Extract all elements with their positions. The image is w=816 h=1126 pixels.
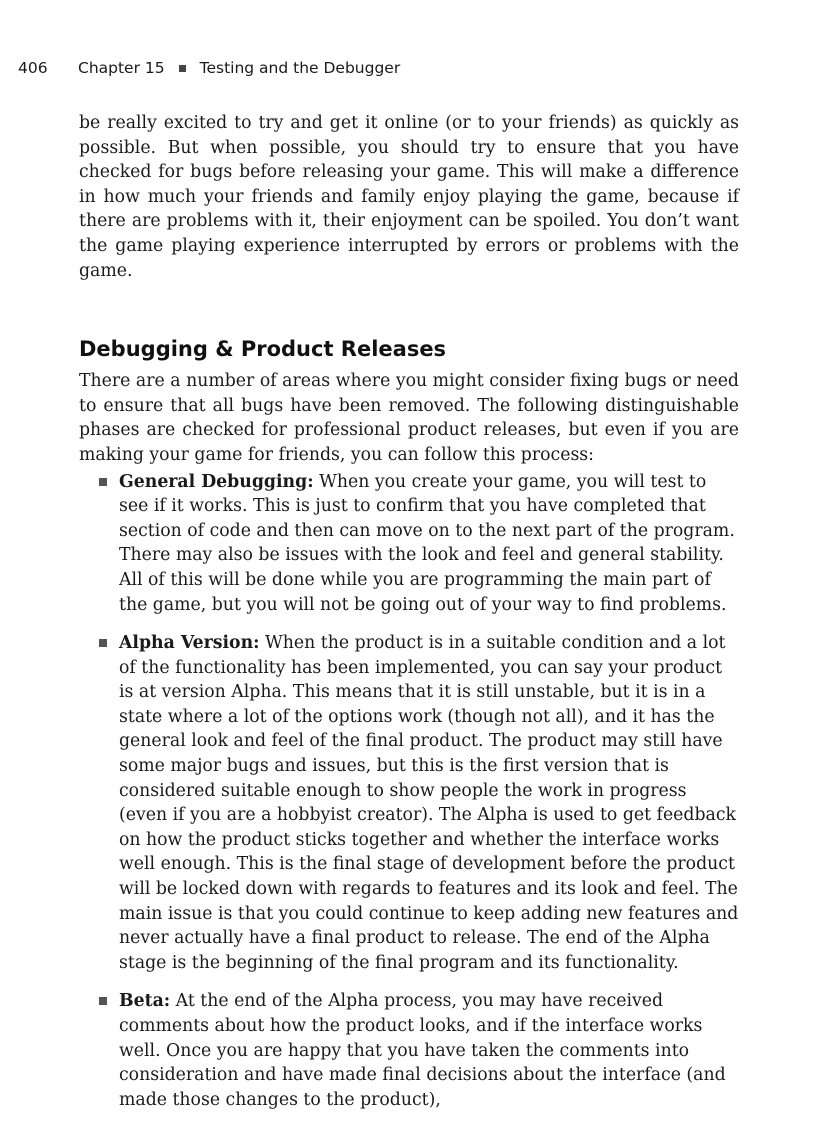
bullet-term: General Debugging:	[119, 471, 314, 492]
square-bullet-icon	[99, 478, 107, 486]
square-separator-icon	[179, 65, 186, 72]
chapter-label: Chapter 15	[78, 59, 165, 77]
chapter-title: Testing and the Debugger	[199, 59, 401, 77]
bullet-text: When the product is in a suitable condition and a lot of the functionality has been implemented, you can say your product is at version Alpha. This means that it is still unstable, but it is in a state where a lot of the options work (though not all), and it has the general look and feel of the final product. The product may still have some major bugs and issues, but this is the first version that is considered suitable enough to show people the work in progress (even if you are a hobbyist creator). The Alpha is used to get feedback on how the product sticks together and whether the interface works well enough. This is the final stage of development before the product will be locked down with regards to features and its look and feel. The main issue is that you could continue to keep adding new features and never actually have a final product to release. The end of the Alpha stage is the beginning of the final program and its functionality.	[119, 633, 739, 973]
intro-paragraph: be really excited to try and get it online (or to your friends) as quickly as possible. But when possible, you should try to ensure that you have checked for bugs before releasing your game. This will make a difference in how much your friends and family enjoy playing the game, because if there are problems with it, their enjoyment can be spoiled. You don’t want the game playing experience interrupted by errors or problems with the game.	[79, 113, 739, 281]
section-heading: Debugging & Product Releases	[79, 337, 447, 362]
bullet-text: When you create your game, you will test to see if it works. This is just to confirm that you have completed that section of code and then can move on to the next part of the program. There may also be issues with the look and feel and general stability. All of this will be done while you are programming the main part of the game, but you will not be going out of your way to find problems.	[119, 471, 735, 615]
list-item-general-debugging	[79, 470, 739, 618]
bullet-term: Beta:	[119, 991, 171, 1012]
square-bullet-icon	[99, 639, 107, 647]
list-item-alpha-version	[79, 631, 739, 975]
bullet-text: At the end of the Alpha process, you may have received comments about how the product looks, and if the interface works well. Once you are happy that you have taken the comments into consideration and have made final decisions about the interface (and made those changes to the product),	[119, 991, 726, 1110]
bullet-term: Alpha Version:	[119, 633, 260, 654]
phase-list	[79, 470, 739, 1113]
page-number: 406	[18, 59, 48, 77]
square-bullet-icon	[99, 997, 107, 1005]
page-body	[79, 111, 739, 1126]
list-item-beta	[79, 989, 739, 1112]
section-paragraph: There are a number of areas where you might consider fixing bugs or need to ensure that all bugs have been removed. The following distinguishable phases are checked for professional product releases, but even if you are making your game for friends, you can follow this process:	[79, 371, 739, 465]
running-head	[18, 56, 400, 80]
